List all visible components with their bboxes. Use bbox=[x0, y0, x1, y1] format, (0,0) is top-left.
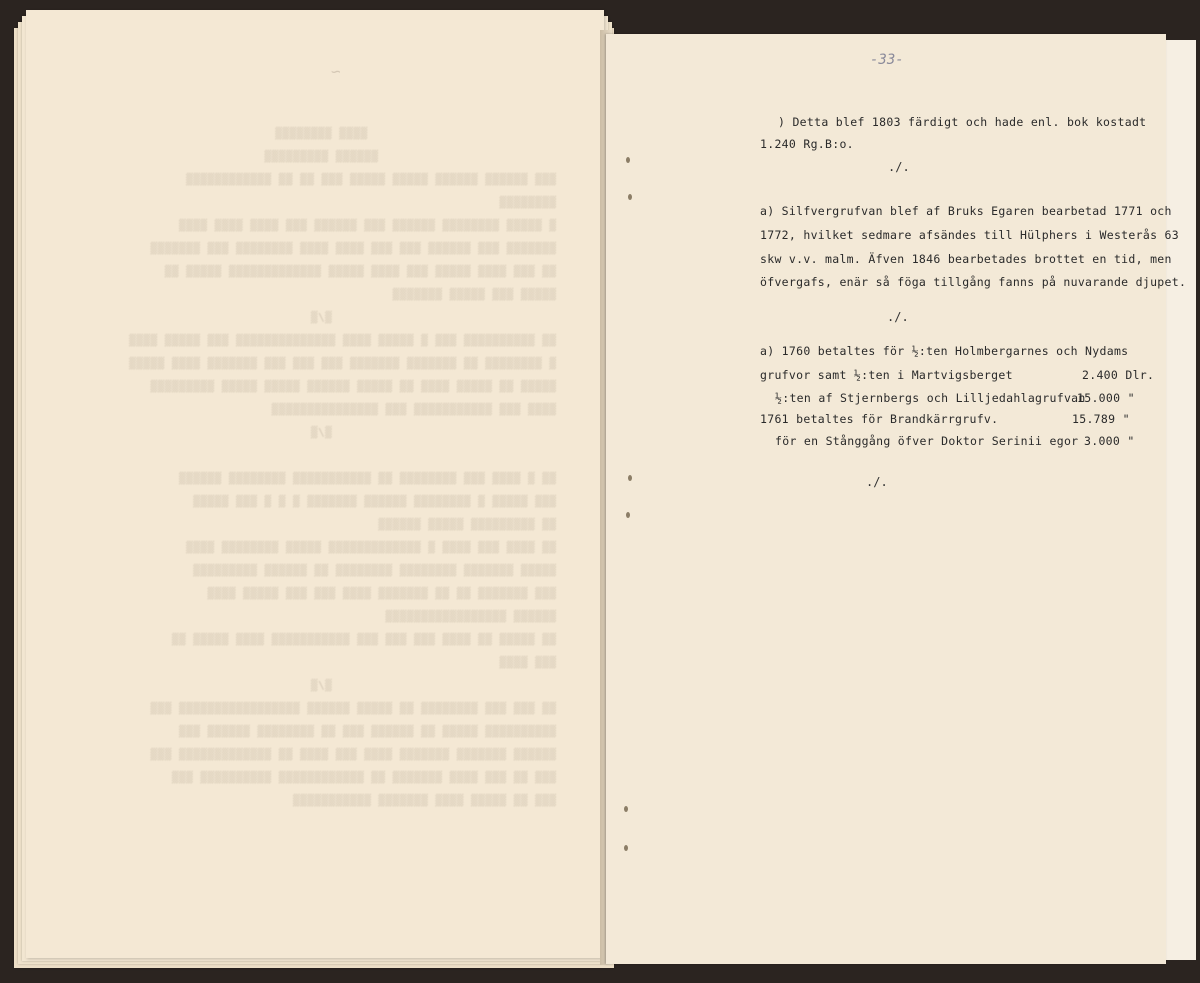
separator-1: ./. bbox=[888, 160, 910, 174]
separator-2: ./. bbox=[887, 310, 909, 324]
separator-3: ./. bbox=[866, 475, 888, 489]
note3-line3-value: 15.000 " bbox=[1077, 391, 1135, 405]
note2-line3: skw v.v. malm. Äfven 1846 bearbetades brottet en tid, men bbox=[760, 252, 1172, 266]
note2-line2: 1772, hvilket sedmare afsändes till Hülphers i Westerås 63 bbox=[760, 228, 1179, 242]
note3-line4-value: 15.789 " bbox=[1072, 412, 1130, 426]
note3-line3-text: ½:ten af Stjernbergs och Lilljedahlagrufvan bbox=[775, 391, 1086, 405]
note2-line1: a) Silfvergrufvan blef af Bruks Egaren bearbetad 1771 och bbox=[760, 204, 1172, 218]
binding-mark bbox=[628, 194, 632, 200]
note3-line5-text: för en Stånggång öfver Doktor Serinii egor bbox=[775, 434, 1079, 448]
note1-line1: ) Detta blef 1803 färdigt och hade enl. bok kostadt bbox=[778, 115, 1147, 129]
left-page-bleed-through-text: ▒▒▒▒ ▒▒▒▒▒▒▒▒ ▒▒▒▒▒▒ ▒▒▒▒▒▒▒▒▒ ▒▒▒ ▒▒▒▒▒▒ ▒▒▒▒▒▒ ▒▒▒▒▒ ▒▒▒▒▒ ▒▒▒ ▒▒ ▒▒ ▒▒▒▒▒▒▒▒▒▒▒▒ ▒▒▒▒▒▒▒▒ ▒ ▒▒▒▒▒ ▒▒▒▒▒▒▒▒ ▒▒▒▒▒▒ ▒▒▒ ▒▒▒▒▒▒ ▒▒▒ ▒▒▒▒ ▒▒▒▒ ▒▒▒▒ ▒▒▒▒▒▒▒ ▒▒▒ ▒▒▒▒▒▒ ▒▒▒ ▒▒▒ ▒▒▒▒ ▒▒▒▒ ▒▒▒▒▒▒▒▒ ▒▒▒ ▒▒▒▒▒▒▒ ▒▒ ▒▒▒ ▒▒▒▒ ▒▒▒▒▒ ▒▒▒ ▒▒▒▒ ▒▒▒▒▒ ▒▒▒▒▒▒▒▒▒▒▒▒▒ ▒▒▒▒▒ ▒▒ ▒▒▒▒▒ ▒▒▒ ▒▒▒▒▒ ▒▒▒▒▒▒▒ ▒/▒ ▒▒ ▒▒▒▒▒▒▒▒▒▒ ▒▒▒ ▒ ▒▒▒▒▒ ▒▒▒▒ ▒▒▒▒▒▒▒▒▒▒▒▒▒▒ ▒▒▒ ▒▒▒▒▒ ▒▒▒▒ ▒ ▒▒▒▒▒▒▒▒ ▒▒ ▒▒▒▒▒▒▒ ▒▒▒▒▒▒▒ ▒▒▒ ▒▒▒ ▒▒▒ ▒▒▒▒▒▒▒ ▒▒▒▒ ▒▒▒▒▒ ▒▒▒▒▒ ▒▒ ▒▒▒▒▒ ▒▒▒▒ ▒▒ ▒▒▒▒▒ ▒▒▒▒▒▒ ▒▒▒▒▒ ▒▒▒▒▒ ▒▒▒▒▒▒▒▒▒ ▒▒▒▒ ▒▒▒ ▒▒▒▒▒▒▒▒▒▒▒ ▒▒▒ ▒▒▒▒▒▒▒▒▒▒▒▒▒▒▒ ▒/▒ ▒▒ ▒ ▒▒▒▒ ▒▒▒ ▒▒▒▒▒▒▒▒ ▒▒ ▒▒▒▒▒▒▒▒▒▒▒ ▒▒▒▒▒▒▒▒ ▒▒▒▒▒▒ ▒▒▒ ▒▒▒▒▒ ▒ ▒▒▒▒▒▒▒▒ ▒▒▒▒▒▒ ▒▒▒▒▒▒▒ ▒ ▒ ▒ ▒▒▒ ▒▒▒▒▒ ▒▒ ▒▒▒▒▒▒▒▒▒ ▒▒▒▒▒ ▒▒▒▒▒▒ ▒▒ ▒▒▒▒ ▒▒▒ ▒▒▒▒ ▒ ▒▒▒▒▒▒▒▒▒▒▒▒▒ ▒▒▒▒▒ ▒▒▒▒▒▒▒▒ ▒▒▒▒ ▒▒▒▒▒ ▒▒▒▒▒▒▒ ▒▒▒▒▒▒▒▒ ▒▒▒▒▒▒▒▒ ▒▒ ▒▒▒▒▒▒ ▒▒▒▒▒▒▒▒▒ ▒▒▒ ▒▒▒▒▒▒▒ ▒▒ ▒▒ ▒▒▒▒▒▒▒ ▒▒▒▒ ▒▒▒ ▒▒▒ ▒▒▒▒▒ ▒▒▒▒ ▒▒▒▒▒▒ ▒▒▒▒▒▒▒▒▒▒▒▒▒▒▒▒▒ ▒▒ ▒▒▒▒▒ ▒▒ ▒▒▒▒ ▒▒▒ ▒▒▒ ▒▒▒ ▒▒▒▒▒▒▒▒▒▒▒ ▒▒▒▒ ▒▒▒▒▒ ▒▒ ▒▒▒ ▒▒▒▒ ▒/▒ ▒▒ ▒▒▒ ▒▒▒ ▒▒▒▒▒▒▒▒ ▒▒ ▒▒▒▒▒ ▒▒▒▒▒▒ ▒▒▒▒▒▒▒▒▒▒▒▒▒▒▒▒▒ ▒▒▒ ▒▒▒▒▒▒▒▒▒▒ ▒▒▒▒▒ ▒▒ ▒▒▒▒▒▒ ▒▒▒ ▒▒ ▒▒▒▒▒▒▒▒ ▒▒▒▒▒▒ ▒▒▒ ▒▒▒▒▒▒ ▒▒▒▒▒▒▒ ▒▒▒▒▒▒▒ ▒▒▒▒ ▒▒▒ ▒▒▒▒ ▒▒ ▒▒▒▒▒▒▒▒▒▒▒▒▒ ▒▒▒ ▒▒▒ ▒▒ ▒▒▒ ▒▒▒▒ ▒▒▒▒▒▒▒ ▒▒ ▒▒▒▒▒▒▒▒▒▒▒▒ ▒▒▒▒▒▒▒▒▒▒ ▒▒▒ ▒▒▒ ▒▒ ▒▒▒▒▒ ▒▒▒▒ ▒▒▒▒▒▒▒ ▒▒▒▒▒▒▒▒▒▒▒ bbox=[128, 127, 556, 807]
binding-mark bbox=[624, 845, 628, 851]
note1-line2: 1.240 Rg.B:o. bbox=[760, 137, 854, 151]
note3-line4-text: 1761 betaltes för Brandkärrgrufv. bbox=[760, 412, 999, 426]
left-page bbox=[26, 10, 604, 958]
note3-line5-value: 3.000 " bbox=[1084, 434, 1135, 448]
page-number: -33- bbox=[870, 52, 904, 68]
right-page bbox=[606, 34, 1166, 964]
note3-line1: a) 1760 betaltes för ½:ten Holmbergarnes och Nydams bbox=[760, 344, 1129, 358]
binding-mark bbox=[628, 475, 632, 481]
note2-line4: öfvergafs, enär så föga tillgång fanns på nuvarande djupet. bbox=[760, 275, 1187, 289]
binding-mark bbox=[626, 157, 630, 163]
binding-mark bbox=[624, 806, 628, 812]
note3-line2-text: grufvor samt ½:ten i Martvigsberget bbox=[760, 368, 1013, 382]
left-page-bleed-number: ~ bbox=[331, 62, 341, 81]
binding-mark bbox=[626, 512, 630, 518]
note3-line2-value: 2.400 Dlr. bbox=[1082, 368, 1155, 382]
